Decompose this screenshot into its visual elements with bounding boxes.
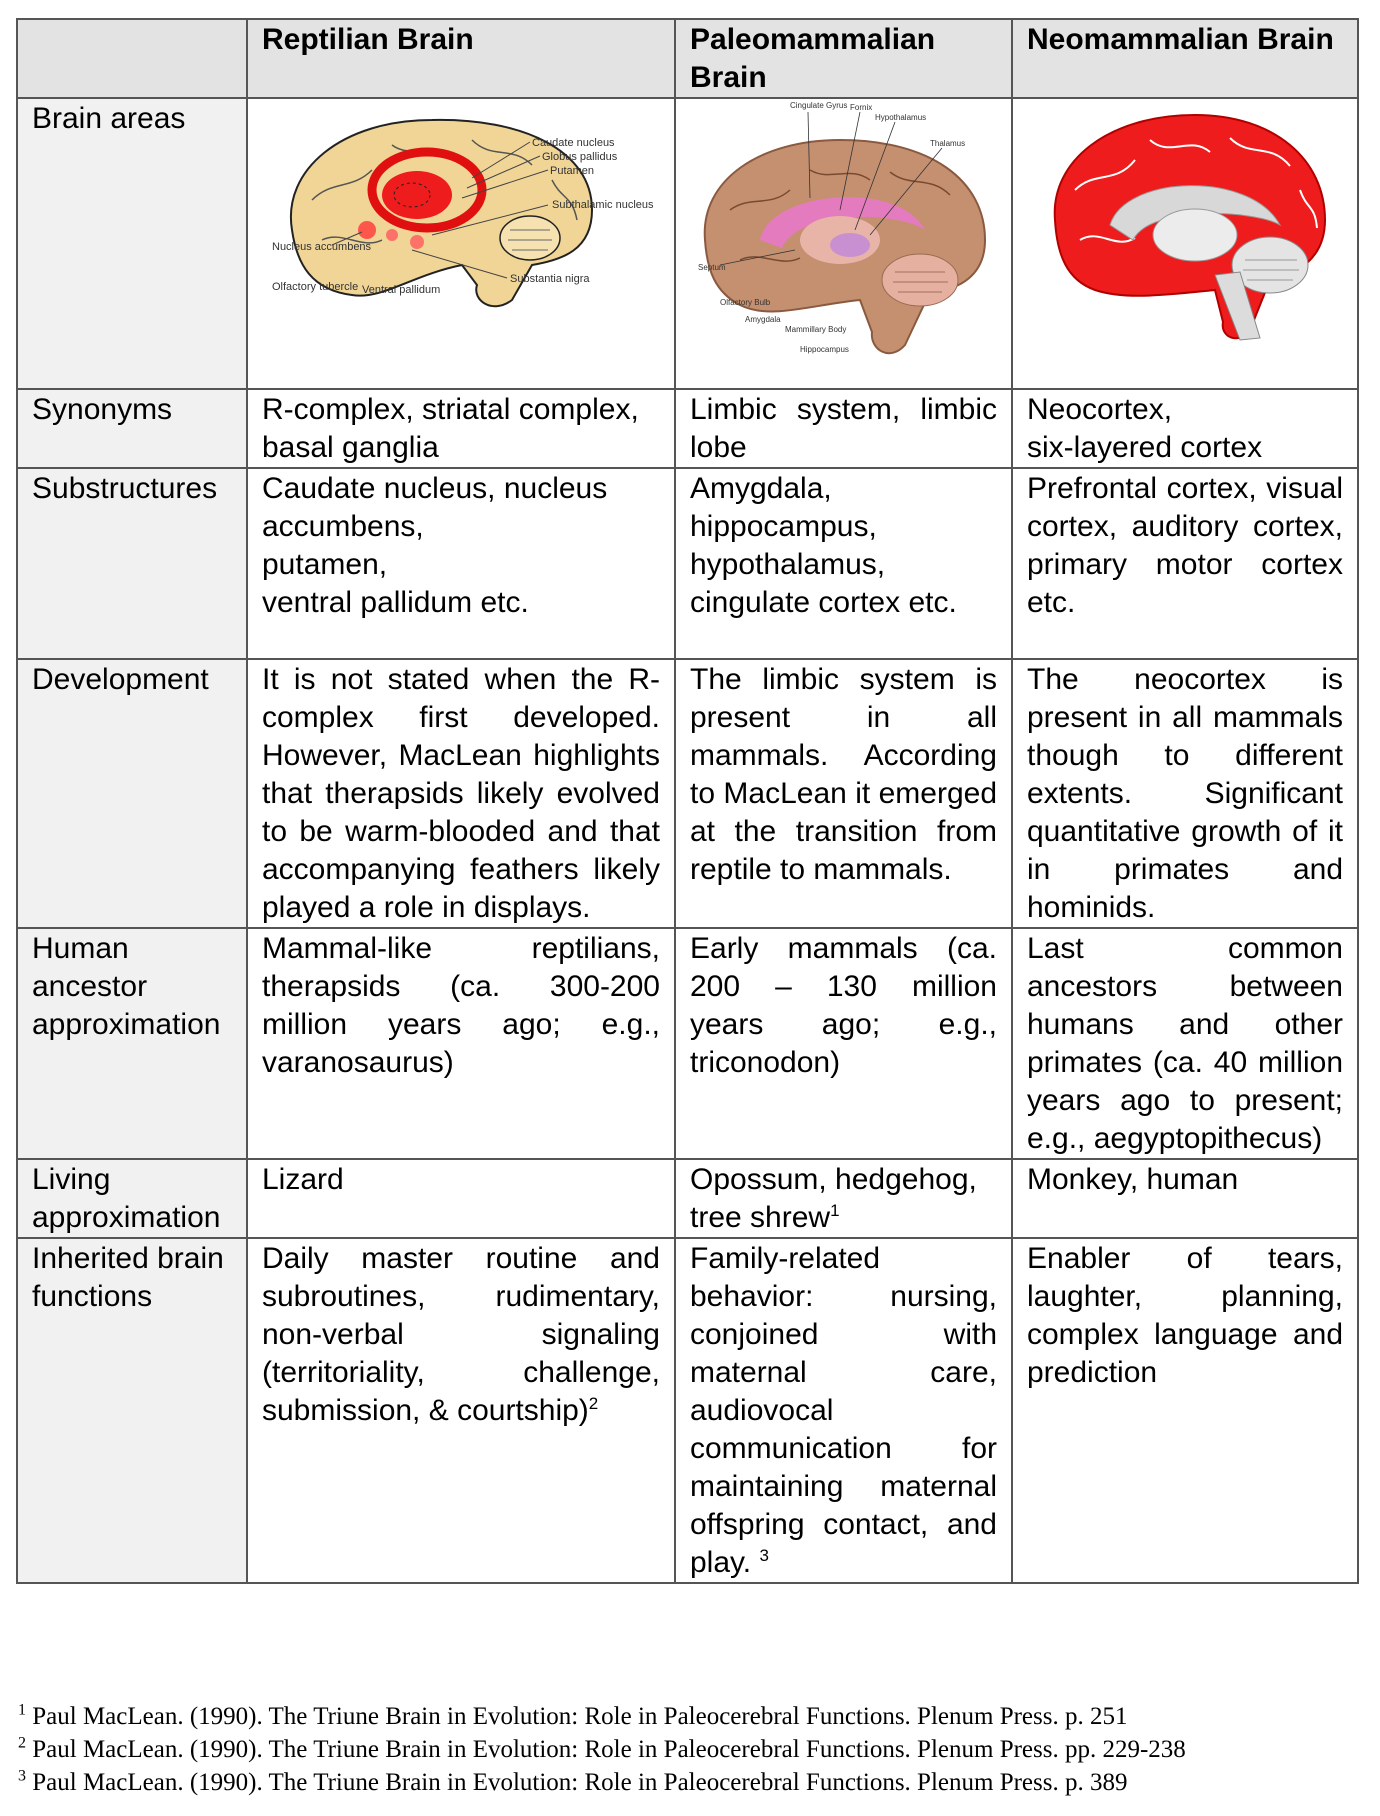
row-label-synonyms: Synonyms [17,389,247,468]
header-paleomammalian: Paleomammalian Brain [675,19,1012,98]
inherited-rep-text: Daily master routine and subroutines, rudimentary, non-verbal signaling (territoriality, challenge, submission, & courtship) [262,1242,660,1427]
synonyms-paleomammalian: Limbic system, limbic lobe [675,389,1012,468]
substructures-row [17,468,1358,659]
reptilian-brain-diagram [262,100,662,330]
substructures-paleomammalian [675,468,1012,659]
human-ancestor-paleomammalian: Early mammals (ca. 200 – 130 million years ago; e.g., triconodon) [675,928,1012,1159]
substructures-reptilian [247,468,675,659]
label-cingulate-gyrus: Cingulate Gyrus [790,101,848,110]
development-reptilian: It is not stated when the R-complex first developed. However, MacLean highlights that therapsids likely evolved to be warm-blooded and that accompanying feathers likely played a role in displays. [247,659,675,928]
inherited-reptilian [247,1238,675,1583]
label-caudate-nucleus: Caudate nucleus [532,137,615,149]
header-reptilian: Reptilian Brain [247,19,675,98]
substructures-rep-line2: putamen, [262,548,388,581]
neocortex-diagram [1035,100,1335,350]
synonyms-row [17,389,1358,468]
row-label-human-ancestor: Human ancestor approximation [17,928,247,1159]
living-neomammalian: Monkey, human [1012,1159,1358,1238]
row-label-substructures: Substructures [17,468,247,659]
footnote-text-3: Paul MacLean. (1990). The Triune Brain in Evolution: Role in Paleocerebral Functions. Plenum Press. p. 389 [32,1769,1128,1796]
reptilian-brain-image-cell [247,98,675,389]
label-subthalamic-nucleus: Subthalamic nucleus [552,199,654,211]
inherited-functions-row [17,1238,1358,1583]
substructures-paleo-line4: cingulate cortex etc. [690,586,957,619]
human-ancestor-reptilian: Mammal-like reptilians, therapsids (ca. 300-200 million years ago; e.g., varanosaurus) [247,928,675,1159]
footnotes [18,1700,1368,1799]
inherited-paleo-text: Family-related behavior: nursing, conjoined with maternal care, audiovocal communication for maintaining maternal offspring contact, and play. [690,1242,997,1579]
synonyms-neo-line1: Neocortex, [1027,393,1173,426]
development-paleomammalian: The limbic system is present in all mammals. According to MacLean it emerged at the transition from reptile to mammals. [675,659,1012,928]
header-neomammalian: Neomammalian Brain [1012,19,1358,98]
footnote-number-3: 3 [18,1767,26,1785]
substructures-rep-line3: ventral pallidum etc. [262,586,529,619]
limbic-system-diagram [690,100,1000,380]
label-thalamus: Thalamus [930,139,966,148]
inherited-neomammalian: Enabler of tears, laughter, planning, complex language and prediction [1012,1238,1358,1583]
footnote-ref-1: 1 [830,1201,840,1220]
row-label-inherited-functions: Inherited brain functions [17,1238,247,1583]
synonyms-reptilian: R-complex, striatal complex, basal ganglia [247,389,675,468]
footnote-number-1: 1 [18,1701,26,1719]
human-ancestor-neomammalian: Last common ancestors between humans and other primates (ca. 40 million years ago to present; e.g., aegyptopithecus) [1012,928,1358,1159]
footnote-text-2: Paul MacLean. (1990). The Triune Brain in Evolution: Role in Paleocerebral Functions. Plenum Press. pp. 229-238 [32,1736,1186,1763]
footnote-number-2: 2 [18,1734,26,1752]
footnote-2 [18,1733,1368,1766]
label-globus-pallidus: Globus pallidus [542,151,618,163]
triune-brain-table [16,18,1359,1584]
brain-areas-row [17,98,1358,389]
living-approximation-row [17,1159,1358,1238]
label-putamen: Putamen [550,165,595,177]
label-substantia-nigra: Substantia nigra [510,273,590,285]
neomammalian-brain-image-cell [1012,98,1358,389]
substructures-paleo-line3: hypothalamus, [690,548,886,581]
label-hypothalamus: Hypothalamus [875,113,927,122]
header-row [17,19,1358,98]
synonyms-neo-line2: six-layered cortex [1027,431,1263,464]
label-septum: Septum [698,263,726,272]
label-fornix: Fornix [850,103,873,112]
development-neomammalian: The neocortex is present in all mammals though to different extents. Significant quantitative growth of it in primates and hominids. [1012,659,1358,928]
living-reptilian: Lizard [247,1159,675,1238]
living-paleomammalian [675,1159,1012,1238]
substructures-neomammalian: Prefrontal cortex, visual cortex, auditory cortex, primary motor cortex etc. [1012,468,1358,659]
label-olfactory-tubercle: Olfactory tubercle [272,281,359,293]
living-paleo-text: Opossum, hedgehog, tree shrew [690,1163,977,1234]
paleomammalian-brain-image-cell [675,98,1012,389]
substructures-paleo-line1: Amygdala, [690,472,832,505]
label-mammillary-body: Mammillary Body [785,325,847,334]
substructures-rep-line1: Caudate nucleus, nucleus accumbens, [262,472,608,543]
label-olfactory-bulb: Olfactory Bulb [720,298,771,307]
inherited-paleomammalian [675,1238,1012,1583]
row-label-living-approximation: Living approximation [17,1159,247,1238]
human-ancestor-row [17,928,1358,1159]
label-ventral-pallidum: Ventral pallidum [362,284,441,296]
substructures-paleo-line2: hippocampus, [690,510,877,543]
label-nucleus-accumbens: Nucleus accumbens [272,241,372,253]
row-label-development: Development [17,659,247,928]
development-row [17,659,1358,928]
header-corner-cell [17,19,247,98]
footnote-1 [18,1700,1368,1733]
synonyms-neomammalian [1012,389,1358,468]
label-hippocampus: Hippocampus [800,345,849,354]
label-amygdala: Amygdala [745,315,781,324]
footnote-text-1: Paul MacLean. (1990). The Triune Brain in Evolution: Role in Paleocerebral Functions. Plenum Press. p. 251 [32,1703,1128,1730]
footnote-ref-3: 3 [759,1546,769,1565]
row-label-brain-areas: Brain areas [17,98,247,389]
footnote-3 [18,1766,1368,1799]
footnote-ref-2: 2 [588,1394,599,1413]
